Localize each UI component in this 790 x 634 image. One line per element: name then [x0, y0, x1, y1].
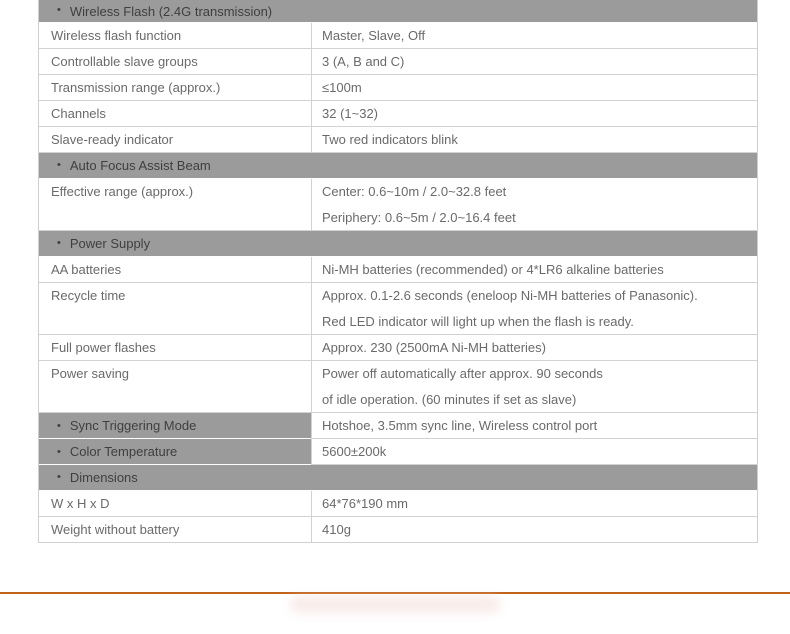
section-header-label: Auto Focus Assist Beam — [69, 158, 211, 173]
section-header-cell — [39, 465, 757, 491]
section-header-cell — [39, 0, 757, 23]
spec-row — [39, 335, 757, 361]
spec-row — [39, 517, 757, 543]
section-header-row — [39, 153, 757, 179]
spec-row — [39, 49, 757, 75]
spec-value: 5600±200k — [311, 439, 757, 465]
bullet-icon: • — [57, 236, 61, 249]
section-header-row — [39, 231, 757, 257]
spec-value: Approx. 230 (2500mA Ni-MH batteries) — [311, 335, 757, 361]
spec-label: Weight without battery — [39, 517, 311, 543]
spec-row — [39, 413, 757, 439]
spec-table — [38, 0, 758, 543]
spec-value: Ni-MH batteries (recommended) or 4*LR6 alkaline batteries — [311, 257, 757, 283]
bullet-icon: • — [57, 470, 61, 483]
section-header-cell — [39, 153, 757, 179]
spec-value-line: Center: 0.6~10m / 2.0~32.8 feet — [322, 184, 507, 199]
spec-value: Two red indicators blink — [311, 127, 757, 153]
spec-label-text: Color Temperature — [69, 444, 178, 459]
spec-label: AA batteries — [39, 257, 311, 283]
section-header-cell — [39, 231, 757, 257]
spec-value: Master, Slave, Off — [311, 23, 757, 49]
spec-value: 32 (1~32) — [311, 101, 757, 127]
section-header-label: Power Supply — [69, 236, 151, 251]
section-header-label: Dimensions — [69, 470, 138, 485]
spec-value-line: Approx. 0.1-2.6 seconds (eneloop Ni-MH batteries of Panasonic). — [322, 288, 698, 303]
bullet-icon: • — [57, 158, 61, 171]
spec-label: Channels — [39, 101, 311, 127]
bullet-icon: • — [57, 4, 61, 16]
spec-label: Controllable slave groups — [39, 49, 311, 75]
spec-value-line: Power off automatically after approx. 90 seconds — [322, 366, 603, 381]
spec-value — [311, 179, 757, 231]
spec-label: Transmission range (approx.) — [39, 75, 311, 101]
spec-value: 3 (A, B and C) — [311, 49, 757, 75]
spec-row — [39, 361, 757, 413]
spec-value — [311, 361, 757, 413]
spec-label: Slave-ready indicator — [39, 127, 311, 153]
spec-label: W x H x D — [39, 491, 311, 517]
spec-row — [39, 283, 757, 335]
spec-label — [39, 413, 311, 439]
spec-row — [39, 101, 757, 127]
spec-value: 410g — [311, 517, 757, 543]
spec-value: ≤100m — [311, 75, 757, 101]
spec-value: 64*76*190 mm — [311, 491, 757, 517]
spec-label: Power saving — [39, 361, 311, 413]
spec-value-line: of idle operation. (60 minutes if set as slave) — [322, 392, 577, 407]
spec-value — [311, 283, 757, 335]
bullet-icon: • — [57, 420, 61, 432]
spec-label: Wireless flash function — [39, 23, 311, 49]
spec-value-line: Periphery: 0.6~5m / 2.0~16.4 feet — [322, 210, 516, 225]
spec-row — [39, 491, 757, 517]
section-header-row — [39, 465, 757, 491]
spec-row — [39, 127, 757, 153]
section-header-label: Wireless Flash (2.4G transmission) — [69, 3, 273, 19]
section-header-row — [39, 0, 757, 23]
bullet-icon: • — [57, 446, 61, 458]
spec-row — [39, 257, 757, 283]
spec-label: Recycle time — [39, 283, 311, 335]
spec-row — [39, 439, 757, 465]
accent-divider-line — [0, 592, 790, 594]
watermark-blur — [290, 596, 500, 613]
spec-row — [39, 23, 757, 49]
spec-value: Hotshoe, 3.5mm sync line, Wireless control port — [311, 413, 757, 439]
spec-label-text: Sync Triggering Mode — [69, 418, 197, 433]
spec-value-line: Red LED indicator will light up when the flash is ready. — [322, 314, 634, 329]
spec-label — [39, 439, 311, 465]
spec-row — [39, 75, 757, 101]
spec-row — [39, 179, 757, 231]
spec-label: Full power flashes — [39, 335, 311, 361]
spec-label: Effective range (approx.) — [39, 179, 311, 231]
